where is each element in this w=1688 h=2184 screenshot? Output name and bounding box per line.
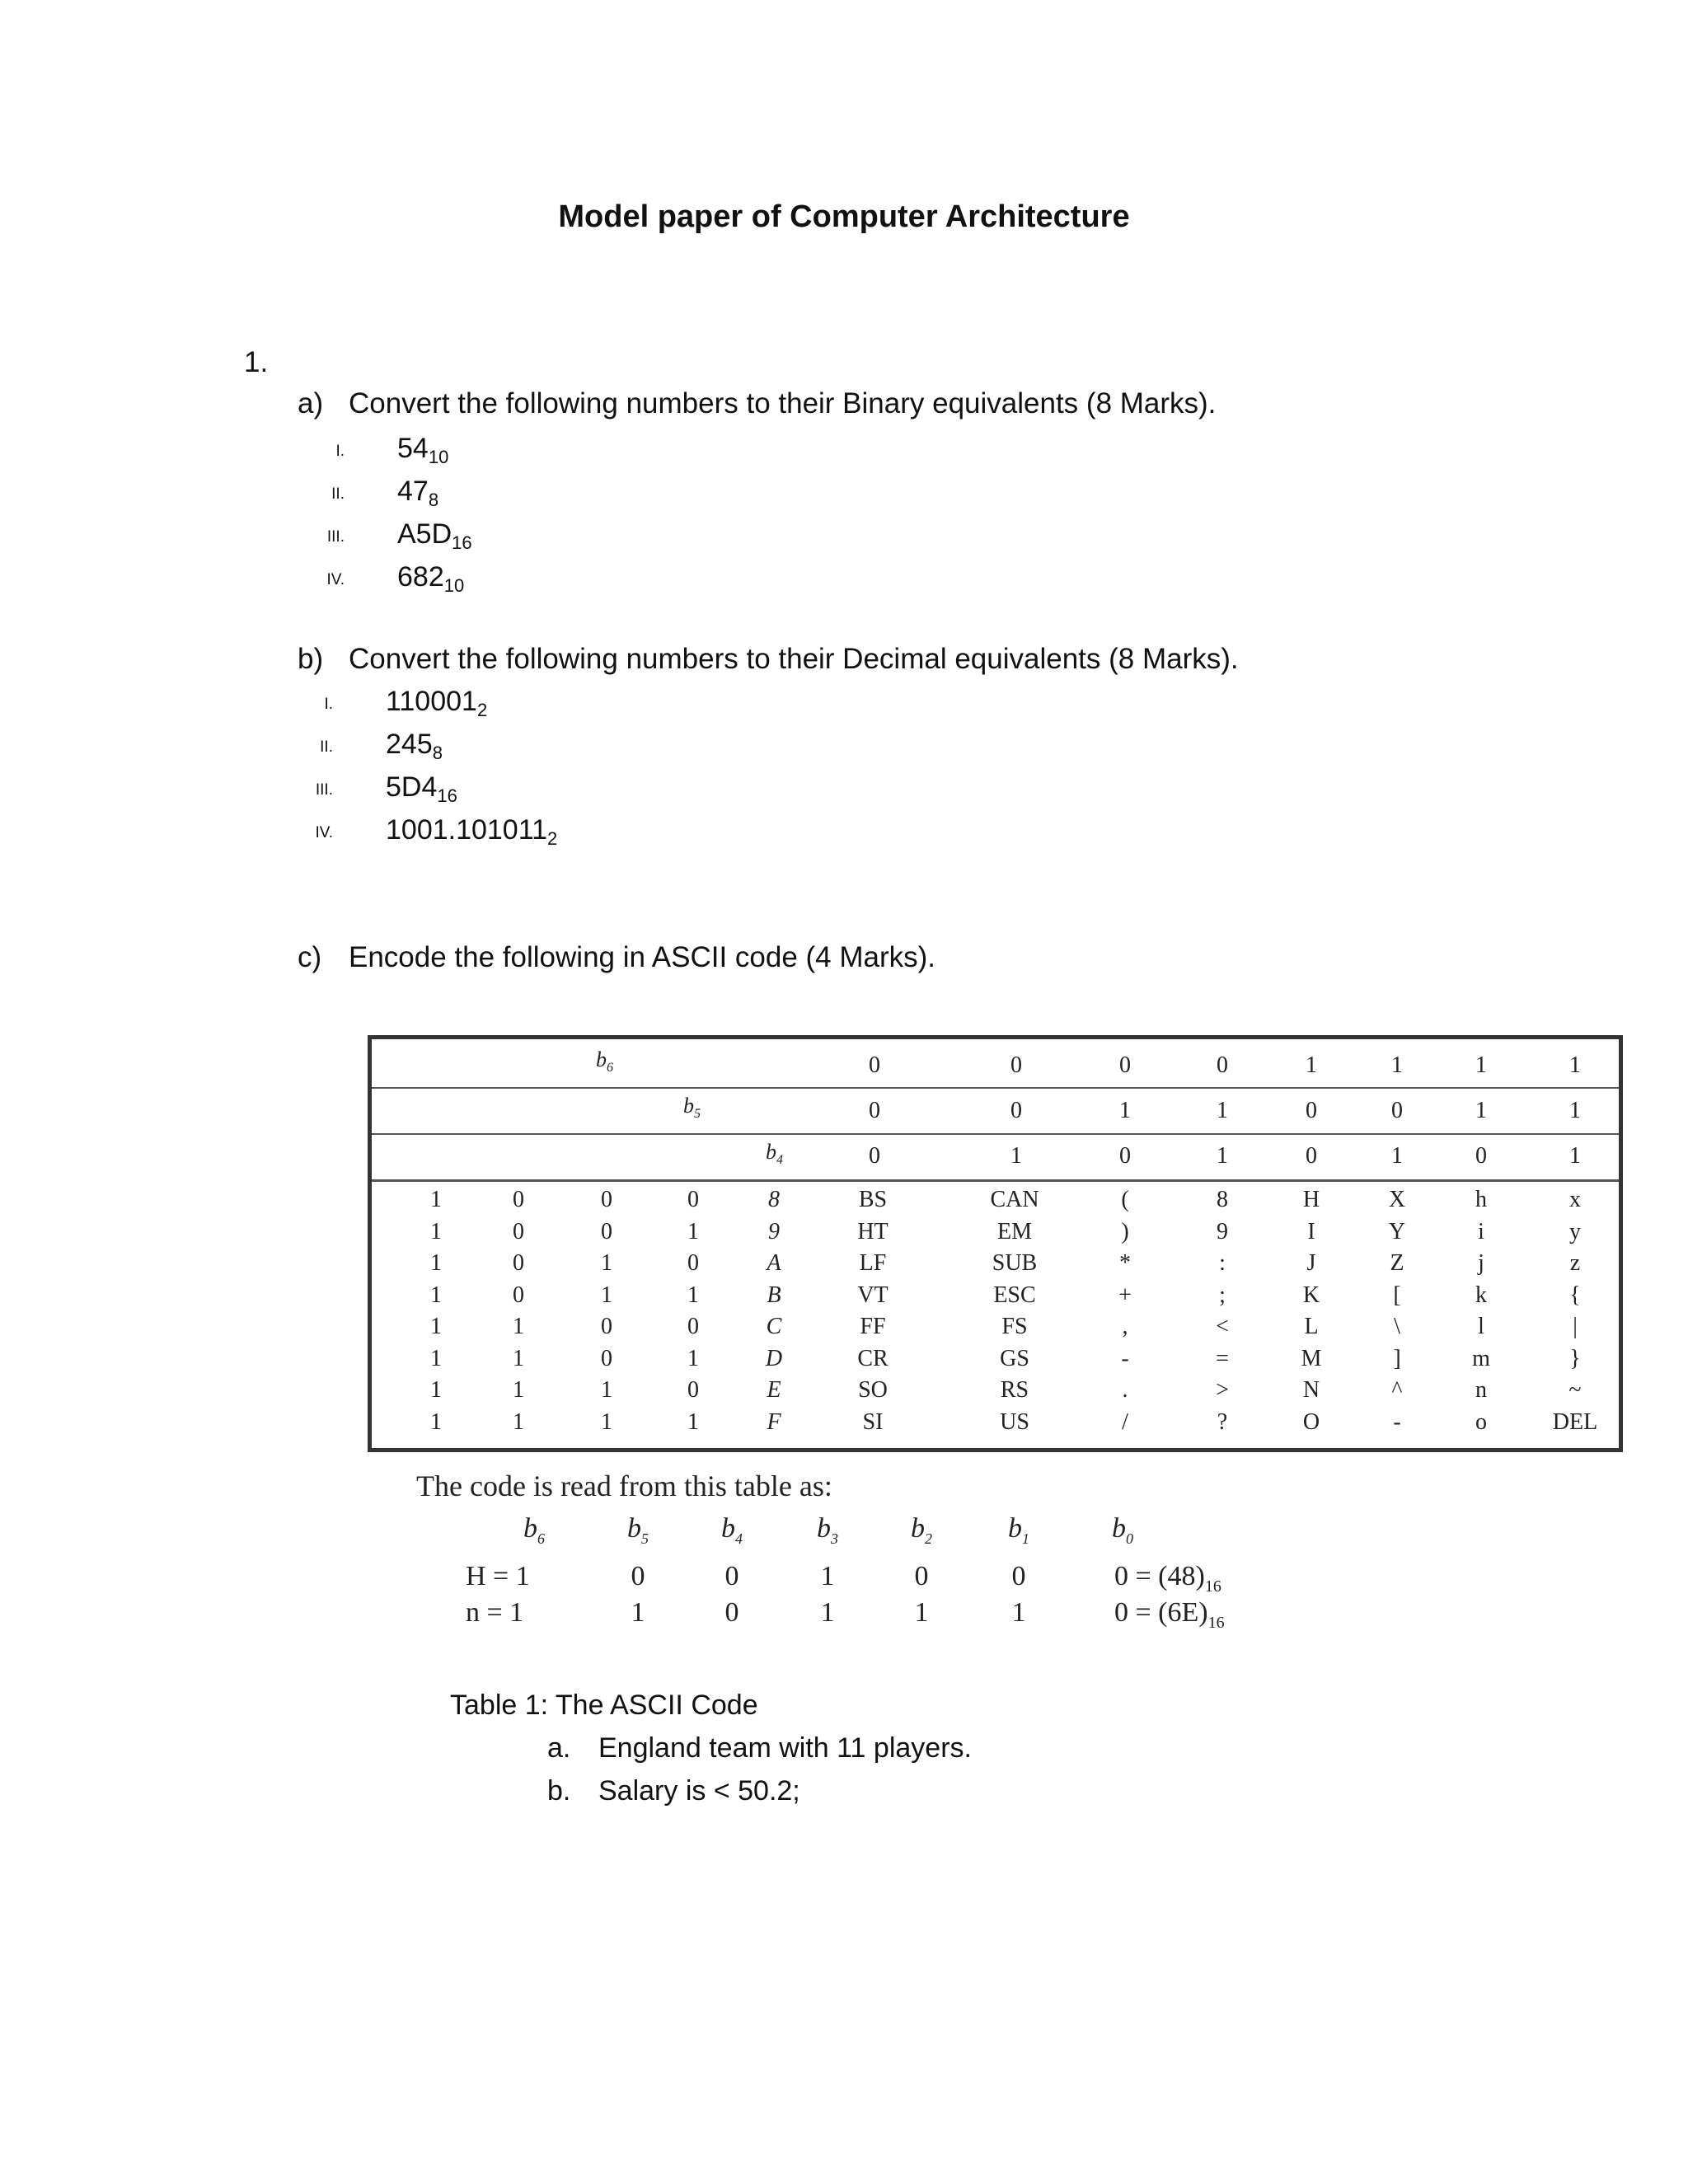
read-header-b2: $b_2$ <box>911 1513 932 1547</box>
ascii-table-cell: 8 <box>768 1187 780 1212</box>
read-header-b6: $b_6$ <box>523 1513 545 1547</box>
ascii-table-cell: y <box>1569 1219 1581 1244</box>
ascii-table-cell: | <box>1573 1314 1578 1339</box>
ascii-table-cell: L <box>1304 1314 1319 1339</box>
ascii-table-cell: i <box>1478 1219 1484 1244</box>
ascii-table-cell: 0 <box>601 1346 612 1371</box>
read-row-bit: 1 <box>820 1561 835 1591</box>
ascii-table-cell: 0 <box>513 1187 524 1212</box>
ascii-table-cell: } <box>1569 1346 1581 1371</box>
header-b5: $b_5$ <box>683 1094 701 1122</box>
ascii-table-cell: C <box>766 1314 782 1339</box>
ascii-table-cell: HT <box>857 1219 889 1244</box>
header-bit-cell: 1 <box>1475 1098 1487 1123</box>
ascii-table-cell: 0 <box>513 1282 524 1308</box>
part-a-roman-2: II. <box>331 485 345 503</box>
ascii-table-cell: - <box>1121 1346 1129 1371</box>
ascii-table-cell: 1 <box>687 1219 699 1244</box>
part-a-label: a) <box>298 387 324 419</box>
header-bit-cell: 0 <box>1217 1052 1228 1078</box>
ascii-table-cell: j <box>1478 1250 1484 1276</box>
part-a-item-4: $682_{10}$ <box>397 561 465 596</box>
ascii-table-cell: z <box>1569 1250 1581 1276</box>
sub-item-1: a. England team with 11 players. <box>547 1732 972 1764</box>
ascii-table-cell: US <box>1000 1409 1029 1435</box>
ascii-table-cell: 1 <box>430 1377 442 1403</box>
ascii-table-cell: 0 <box>601 1219 612 1244</box>
ascii-table-cell: 1 <box>513 1346 524 1371</box>
ascii-table-cell: A <box>767 1250 781 1276</box>
ascii-table-cell: = <box>1216 1346 1229 1371</box>
part-b-item-3: $5D4_{16}$ <box>386 771 457 806</box>
part-a-item-3: $A5D_{16}$ <box>397 518 472 553</box>
ascii-table-cell: 0 <box>601 1187 612 1212</box>
ascii-table-cell: K <box>1302 1282 1320 1308</box>
ascii-table-cell: 0 <box>513 1219 524 1244</box>
ascii-table-cell: LF <box>859 1250 887 1276</box>
read-row-hex: $0 = (6E)_{16}$ <box>1114 1597 1225 1632</box>
read-header-b4: $b_4$ <box>721 1513 743 1547</box>
ascii-table-cell: x <box>1569 1187 1581 1212</box>
ascii-table-cell: 0 <box>687 1187 699 1212</box>
ascii-table-cell: [ <box>1393 1282 1401 1308</box>
ascii-table-cell: ? <box>1217 1409 1228 1435</box>
part-a-item-2: $47_8$ <box>397 476 439 510</box>
header-bit-cell: 1 <box>1217 1143 1228 1169</box>
ascii-table-cell: 1 <box>601 1409 612 1435</box>
ascii-table-cell: E <box>767 1377 781 1403</box>
header-b4: $b_4$ <box>766 1140 783 1168</box>
header-bit-cell: 0 <box>869 1098 880 1123</box>
header-bit-cell: 1 <box>1391 1052 1403 1078</box>
read-row-bit: 1 <box>914 1597 929 1628</box>
ascii-table-cell: m <box>1472 1346 1490 1371</box>
ascii-table-cell: 1 <box>601 1282 612 1308</box>
ascii-table-cell: GS <box>1000 1346 1029 1371</box>
ascii-table-cell: ~ <box>1568 1377 1582 1403</box>
read-row-hex: $0 = (48)_{16}$ <box>1114 1561 1221 1596</box>
read-header-b5: $b_5$ <box>627 1513 649 1547</box>
header-bit-cell: 1 <box>1569 1052 1581 1078</box>
part-b-item-4: $1001.101011_2$ <box>386 814 558 849</box>
ascii-table-cell: 0 <box>687 1314 699 1339</box>
ascii-table-cell: DEL <box>1552 1409 1598 1435</box>
read-row-bit: 0 <box>631 1561 645 1591</box>
ascii-table-cell: + <box>1118 1282 1132 1308</box>
table-divider <box>372 1133 1619 1135</box>
ascii-table-cell: SUB <box>992 1250 1038 1276</box>
ascii-table-cell: / <box>1122 1409 1128 1435</box>
header-bit-cell: 1 <box>1391 1143 1403 1169</box>
ascii-table-cell: ) <box>1121 1219 1129 1244</box>
ascii-table-cell: EM <box>997 1219 1032 1244</box>
ascii-table-cell: J <box>1306 1250 1316 1276</box>
ascii-table-cell: 1 <box>513 1377 524 1403</box>
table-divider <box>372 1179 1619 1182</box>
part-c-text: Encode the following in ASCII code (4 Marks). <box>349 941 936 973</box>
header-bit-cell: 0 <box>869 1052 880 1078</box>
ascii-table-cell: * <box>1119 1250 1131 1276</box>
header-bit-cell: 1 <box>1475 1052 1487 1078</box>
ascii-table-cell: M <box>1301 1346 1322 1371</box>
header-bit-cell: 0 <box>1306 1143 1317 1169</box>
part-b-item-2: $245_8$ <box>386 729 443 763</box>
header-bit-cell: 0 <box>1119 1143 1131 1169</box>
ascii-table-cell: k <box>1475 1282 1487 1308</box>
ascii-table-cell: 0 <box>601 1314 612 1339</box>
ascii-table-cell: 8 <box>1217 1187 1228 1212</box>
header-bit-cell: 0 <box>1010 1098 1022 1123</box>
read-row-label: n = 1 <box>466 1597 524 1628</box>
sub-item-2: b. Salary is < 50.2; <box>547 1775 800 1807</box>
read-row-bit: 0 <box>1011 1561 1026 1591</box>
part-a-roman-3: III. <box>326 528 345 546</box>
ascii-table-cell: H <box>1302 1187 1320 1212</box>
table-caption: Table 1: The ASCII Code <box>450 1690 758 1721</box>
ascii-table-cell: 1 <box>430 1409 442 1435</box>
ascii-table-cell: N <box>1302 1377 1320 1403</box>
ascii-table-cell: 0 <box>687 1377 699 1403</box>
header-bit-cell: 1 <box>1010 1143 1022 1169</box>
ascii-table-cell: 1 <box>687 1282 699 1308</box>
header-bit-cell: 0 <box>869 1143 880 1169</box>
header-bit-cell: 0 <box>1475 1143 1487 1169</box>
header-bit-cell: 0 <box>1119 1052 1131 1078</box>
ascii-table-cell: 9 <box>1217 1219 1228 1244</box>
ascii-table-cell: SO <box>858 1377 888 1403</box>
ascii-table-cell: SI <box>862 1409 884 1435</box>
ascii-table-cell: CAN <box>990 1187 1039 1212</box>
ascii-table-cell: 1 <box>430 1250 442 1276</box>
ascii-table-cell: ( <box>1121 1187 1129 1212</box>
header-bit-cell: 1 <box>1217 1098 1228 1123</box>
ascii-table-cell: 1 <box>430 1314 442 1339</box>
header-bit-cell: 0 <box>1010 1052 1022 1078</box>
ascii-table-cell: > <box>1216 1377 1229 1403</box>
ascii-table-cell: 1 <box>687 1346 699 1371</box>
ascii-table-cell: FF <box>860 1314 886 1339</box>
ascii-table-cell: . <box>1122 1377 1128 1403</box>
part-c-heading <box>298 941 935 974</box>
ascii-table-cell: : <box>1219 1250 1226 1276</box>
part-a-roman-1: I. <box>335 443 345 460</box>
ascii-table-cell: 0 <box>687 1250 699 1276</box>
ascii-table-cell: h <box>1475 1187 1487 1212</box>
read-section-intro: The code is read from this table as: <box>416 1469 832 1502</box>
ascii-table-cell: 1 <box>601 1377 612 1403</box>
read-header-b1: $b_1$ <box>1008 1513 1029 1547</box>
part-b-roman-2: II. <box>320 738 333 756</box>
read-row-bit: 0 <box>724 1597 739 1628</box>
ascii-table-cell: CR <box>857 1346 889 1371</box>
ascii-table-cell: Z <box>1390 1250 1404 1276</box>
question-number: 1. <box>244 346 269 378</box>
ascii-table-cell: { <box>1569 1282 1581 1308</box>
ascii-table-cell: ] <box>1393 1346 1401 1371</box>
ascii-table-cell: Y <box>1388 1219 1406 1244</box>
header-b6: $b_6$ <box>596 1047 613 1076</box>
part-b-roman-3: III. <box>315 781 333 799</box>
read-row-bit: 1 <box>631 1597 645 1628</box>
ascii-table-cell: ESC <box>993 1282 1036 1308</box>
part-b-text: Convert the following numbers to their Decimal equivalents (8 Marks). <box>349 643 1239 675</box>
ascii-table-cell: l <box>1478 1314 1484 1339</box>
ascii-table-cell: 1 <box>513 1409 524 1435</box>
ascii-table-cell: 1 <box>430 1346 442 1371</box>
part-b-heading <box>298 643 1239 676</box>
ascii-table-cell: 1 <box>601 1250 612 1276</box>
part-a-item-1: $54_{10}$ <box>397 433 449 467</box>
part-a-text: Convert the following numbers to their Binary equivalents (8 Marks). <box>349 387 1217 419</box>
ascii-table-cell: 1 <box>430 1282 442 1308</box>
ascii-table-cell: 1 <box>430 1187 442 1212</box>
read-row-bit: 0 <box>914 1561 929 1591</box>
ascii-table-cell: O <box>1302 1409 1320 1435</box>
ascii-table-cell: RS <box>1000 1377 1029 1403</box>
ascii-table-cell: ; <box>1219 1282 1226 1308</box>
ascii-table-cell: , <box>1122 1314 1128 1339</box>
page-title: Model paper of Computer Architecture <box>558 199 1130 234</box>
header-bit-cell: 0 <box>1391 1098 1403 1123</box>
ascii-table-cell: X <box>1388 1187 1406 1212</box>
ascii-table-cell: 9 <box>768 1219 780 1244</box>
part-b-roman-1: I. <box>324 696 333 713</box>
ascii-table-cell: B <box>767 1282 781 1308</box>
read-row-label: H = 1 <box>466 1561 530 1591</box>
part-b-item-1: $110001_2$ <box>386 686 488 720</box>
ascii-table-cell: VT <box>857 1282 889 1308</box>
ascii-table-cell: 1 <box>513 1314 524 1339</box>
read-row-bit: 0 <box>724 1561 739 1591</box>
read-row-bit: 1 <box>820 1597 835 1628</box>
ascii-table-cell: BS <box>858 1187 888 1212</box>
ascii-table-cell: ^ <box>1391 1377 1403 1403</box>
ascii-table-cell: 1 <box>687 1409 699 1435</box>
part-b-label: b) <box>298 643 324 675</box>
ascii-table-cell: o <box>1475 1409 1487 1435</box>
part-c-label: c) <box>298 941 322 973</box>
ascii-code-table <box>368 1035 1623 1452</box>
header-bit-cell: 0 <box>1306 1098 1317 1123</box>
ascii-table-cell: 1 <box>430 1219 442 1244</box>
table-divider <box>372 1087 1619 1089</box>
header-bit-cell: 1 <box>1569 1098 1581 1123</box>
ascii-table-cell: n <box>1475 1377 1487 1403</box>
read-header-b0: $b_0$ <box>1112 1513 1133 1547</box>
ascii-table-cell: - <box>1393 1409 1401 1435</box>
ascii-table-cell: \ <box>1394 1314 1400 1339</box>
read-row-bit: 1 <box>1011 1597 1026 1628</box>
header-bit-cell: 1 <box>1306 1052 1317 1078</box>
ascii-table-cell: < <box>1216 1314 1229 1339</box>
ascii-table-cell: I <box>1307 1219 1315 1244</box>
ascii-table-cell: FS <box>1001 1314 1028 1339</box>
part-a-roman-4: IV. <box>326 571 345 588</box>
part-b-roman-4: IV. <box>315 824 333 841</box>
ascii-table-cell: 0 <box>513 1250 524 1276</box>
read-header-b3: $b_3$ <box>817 1513 838 1547</box>
part-a-heading <box>298 387 1216 420</box>
header-bit-cell: 1 <box>1119 1098 1131 1123</box>
ascii-table-cell: F <box>767 1409 781 1435</box>
ascii-table-cell: D <box>765 1346 783 1371</box>
header-bit-cell: 1 <box>1569 1143 1581 1169</box>
